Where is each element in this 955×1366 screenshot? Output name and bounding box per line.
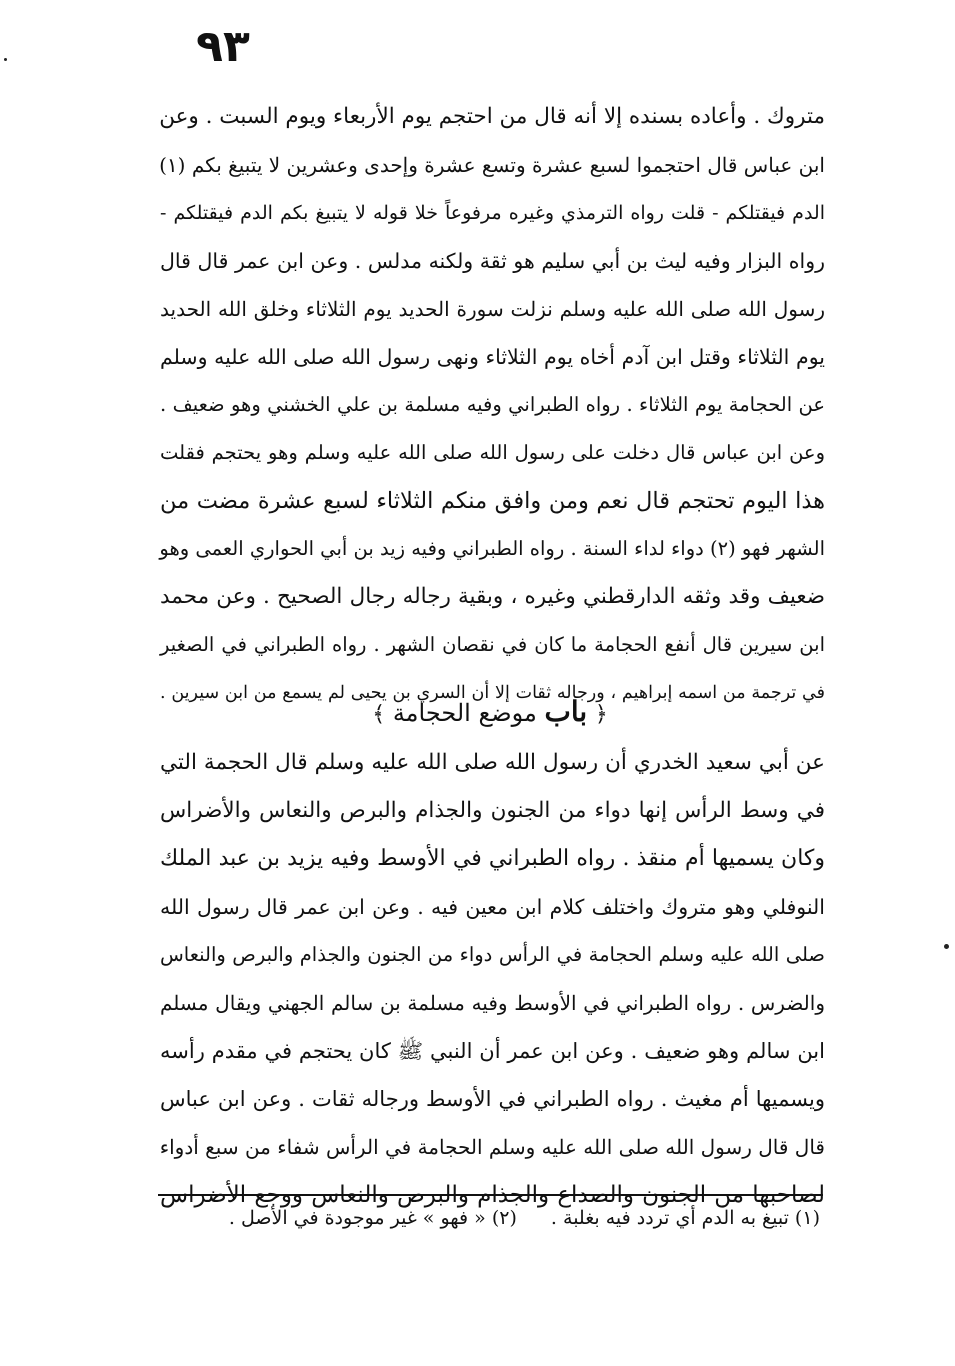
scan-speck [4,58,7,61]
text-line: في وسط الرأس إنها دواء من الجنون والجذام والبرص والنعاس والأضراس [160,798,825,823]
text-line: هذا اليوم تحتجم قال نعم ومن وافق منكم الثلاثاء لسبع عشرة مضت من [160,488,825,514]
text-line: الدم فيقتلكم - قلت رواه الترمذي وغيره مرفوعاً خلا قوله لا يتبيغ بكم الدم فيقتلكم - [160,202,825,224]
text-line: ابن عباس قال احتجموا لسبع عشرة وتسع عشرة وإحدى وعشرين لا يتبيغ بكم (١) [159,153,825,177]
text-line: الشهر فهو (٢) دواء لداء السنة . رواه الطبراني وفيه زيد بن أبي الحواري العمى وهو [159,537,825,560]
text-line: والضرس . رواه الطبراني في الأوسط وفيه مسلمة بن سالم الجهني ويقال مسلم [160,991,825,1015]
footnote-1: (١) تبيغ به الدم أي تردد فيه بغلبة . [550,1207,820,1229]
text-line: رسول الله صلى الله عليه وسلم نزلت سورة الحديد يوم الثلاثاء وخلق الله الحديد [160,297,825,321]
heading-open-bracket: ﴿ [594,702,608,727]
footnotes [160,1200,820,1236]
heading-close-bracket: ﴾ [372,702,386,727]
footnote-2: (٢) « فهو » غير موجودة في الأصل . [228,1207,517,1229]
text-line: قال قال رسول الله صلى الله عليه وسلم الحجامة في الرأس شفاء من سبع أدواء [159,1135,825,1159]
text-line: لصاحبها من الجنون والصداع والجذام والبرص والنعاس ووجع الأضراس [160,1182,825,1208]
paragraph-cupping-location [160,739,825,1219]
text-line: ويسميها أم مغيث . رواه الطبراني في الأوسط ورجاله ثقات . وعن ابن عباس [160,1087,825,1111]
text-line: في ترجمة من اسمه إبراهيم ، ورجاله ثقات إلا أن السري بن يحيى لم يسمع من ابن سيرين . [160,683,825,703]
heading-title: موضع الحجامة [392,699,537,727]
text-line: وعن ابن عباس قال دخلت على رسول الله صلى الله عليه وسلم وهو يحتجم فقلت [160,441,825,464]
page-number: ٩٣ [196,21,250,72]
text-line: ابن سالم وهو ضعيف . وعن ابن عمر أن النبي ﷺ كان يحتجم في مقدم رأسه [160,1039,825,1063]
text-line: رواه البزار وفيه ليث بن أبي سليم هو ثقة ولكنه مدلس . وعن ابن عمر قال قال [160,249,825,273]
chapter-heading [300,690,680,734]
text-line: عن الحجامة يوم الثلاثاء . رواه الطبراني وفيه مسلمة بن علي الخشني وهو ضعيف . [160,393,825,416]
text-line: متروك . وأعاده بسنده إلا أنه قال من احتجم يوم الأربعاء ويوم السبت . وعن [159,104,825,129]
scan-speck [944,944,949,949]
paragraph-hadith-days [160,93,825,717]
text-line: يوم الثلاثاء وقتل ابن آدم أخاه يوم الثلاثاء ونهى رسول الله صلى الله عليه وسلم [160,345,825,369]
text-line: النوفلي وهو متروك واختلف كلام ابن معين فيه . وعن ابن عمر قال رسول الله [160,895,825,919]
text-line: وكان يسميها أم منقذ . رواه الطبراني في الأوسط وفيه يزيد بن عبد الملك [160,846,825,871]
heading-bab: باب [544,695,588,728]
text-line: صلى الله عليه وسلم الحجامة في الرأس دواء من الجنون والجذام والبرص والنعاس [160,943,825,966]
footnote-separator [158,1194,823,1196]
text-line: ضعيف وقد وثقه الدارقطني وغيره ، وبقية رجاله رجال الصحيح . وعن محمد [160,584,825,609]
text-line: عن أبي سعيد الخدري أن رسول الله صلى الله عليه وسلم قال الحجمة التي [160,750,825,775]
text-line: ابن سيرين قال أنفع الحجامة ما كان في نقصان الشهر . رواه الطبراني في الصغير [160,633,825,656]
